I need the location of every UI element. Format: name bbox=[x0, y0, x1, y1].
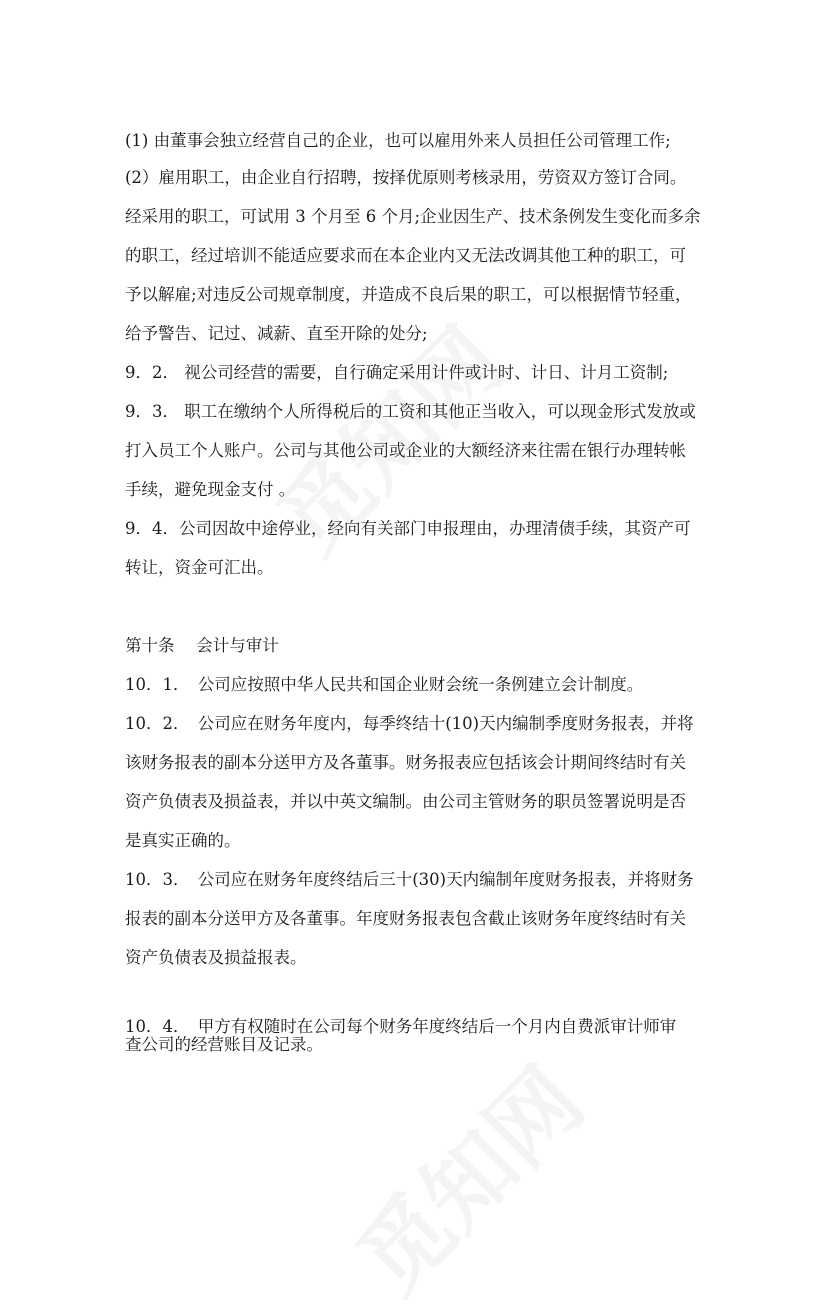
paragraph-line: 9．3． 职工在缴纳个人所得税后的工资和其他正当收入，可以现金形式发放或 bbox=[125, 401, 696, 421]
paragraph-line: 查公司的经营账目及记录。 bbox=[125, 1034, 323, 1054]
watermark bbox=[324, 1034, 607, 1316]
paragraph-line: 10．1． 公司应按照中华人民共和国企业财会统一条例建立会计制度。 bbox=[125, 674, 644, 694]
paragraph-line: 的职工，经过培训不能适应要求而在本企业内又无法改调其他工种的职工，可 bbox=[125, 245, 686, 265]
paragraph-line: 报表的副本分送甲方及各董事。年度财务报表包含截止该财务年度终结时有关 bbox=[125, 908, 686, 928]
paragraph-line: (1) 由董事会独立经营自己的企业，也可以雇用外来人员担任公司管理工作; bbox=[125, 130, 671, 150]
paragraph-line: 是真实正确的。 bbox=[125, 830, 241, 850]
paragraph-line: 10．4． 甲方有权随时在公司每个财务年度终结后一个月内自费派审计师审 bbox=[125, 1016, 677, 1036]
paragraph-line: 经采用的职工，可试用 3 个月至 6 个月;企业因生产、技术条例发生变化而多余 bbox=[125, 206, 701, 226]
paragraph-line: 手续，避免现金支付 。 bbox=[125, 479, 296, 499]
paragraph-line: 资产负债表及损益表，并以中英文编制。由公司主管财务的职员签署说明是否 bbox=[125, 791, 686, 811]
paragraph-line: 9．4．公司因故中途停业，经向有关部门申报理由，办理清债手续，其资产可 bbox=[125, 518, 691, 538]
paragraph-line: 予以解雇;对违反公司规章制度，并造成不良后果的职工，可以根据情节轻重， bbox=[125, 284, 692, 304]
paragraph-line: 资产负债表及损益报表。 bbox=[125, 947, 307, 967]
paragraph-line: 9．2． 视公司经营的需要，自行确定采用计件或计时、计日、计月工资制; bbox=[125, 362, 669, 382]
paragraph-line: 转让，资金可汇出。 bbox=[125, 557, 274, 577]
section-heading: 第十条 会计与审计 bbox=[125, 635, 279, 655]
paragraph-line: 10．3． 公司应在财务年度终结后三十(30)天内编制年度财务报表，并将财务 bbox=[125, 869, 694, 889]
paragraph-line: (2）雇用职工，由企业自行招聘，按择优原则考核录用，劳资双方签订合同。 bbox=[125, 167, 687, 187]
paragraph-line: 打入员工个人账户。公司与其他公司或企业的大额经济来往需在银行办理转帐 bbox=[125, 440, 686, 460]
paragraph-line: 给予警告、记过、减薪、直至开除的处分; bbox=[125, 323, 428, 343]
paragraph-line: 该财务报表的副本分送甲方及各董事。财务报表应包括该会计期间终结时有关 bbox=[125, 752, 686, 772]
paragraph-line: 10．2． 公司应在财务年度内，每季终结十(10)天内编制季度财务报表，并将 bbox=[125, 713, 694, 733]
